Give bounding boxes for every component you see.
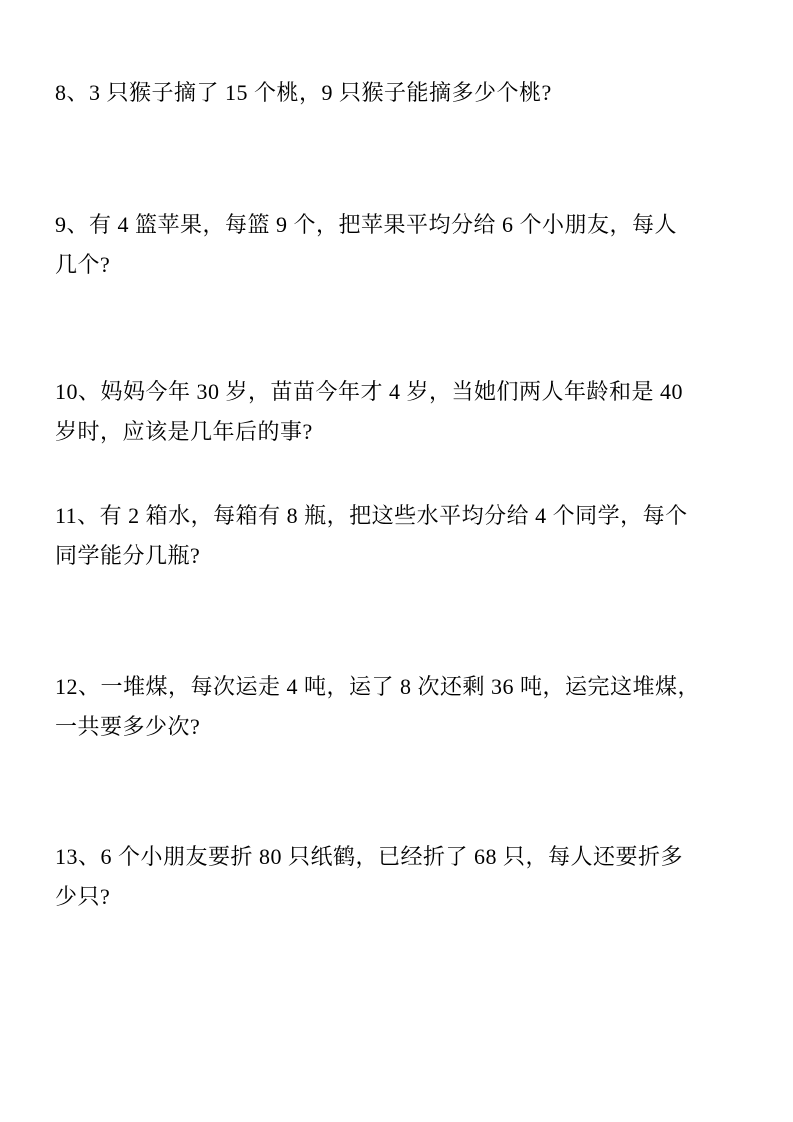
problem-10-line-1: 10、妈妈今年 30 岁，苗苗今年才 4 岁，当她们两人年龄和是 40 (55, 379, 684, 404)
problem-10-line-2: 岁时，应该是几年后的事? (55, 419, 313, 444)
problem-13-line-1: 13、6 个小朋友要折 80 只纸鹤，已经折了 68 只，每人还要折多 (55, 844, 684, 869)
problem-12 (55, 667, 750, 747)
problem-11-line-2: 同学能分几瓶? (55, 543, 201, 568)
problem-12-line-1: 12、一堆煤，每次运走 4 吨，运了 8 次还剩 36 吨，运完这堆煤， (55, 674, 701, 699)
problem-12-line-2: 一共要多少次? (55, 714, 201, 739)
problem-8-line-1: 8、3 只猴子摘了 15 个桃，9 只猴子能摘多少个桃? (55, 80, 552, 105)
problem-13-line-2: 少只? (55, 884, 111, 909)
problem-9-line-2: 几个? (55, 252, 111, 277)
problem-9-line-1: 9、有 4 篮苹果，每篮 9 个，把苹果平均分给 6 个小朋友，每人 (55, 212, 678, 237)
problem-11 (55, 496, 750, 576)
problem-10 (55, 372, 750, 452)
problem-9 (55, 205, 750, 285)
problem-8 (55, 73, 750, 113)
problem-13 (55, 837, 750, 917)
problem-11-line-1: 11、有 2 箱水，每箱有 8 瓶，把这些水平均分给 4 个同学，每个 (55, 503, 688, 528)
